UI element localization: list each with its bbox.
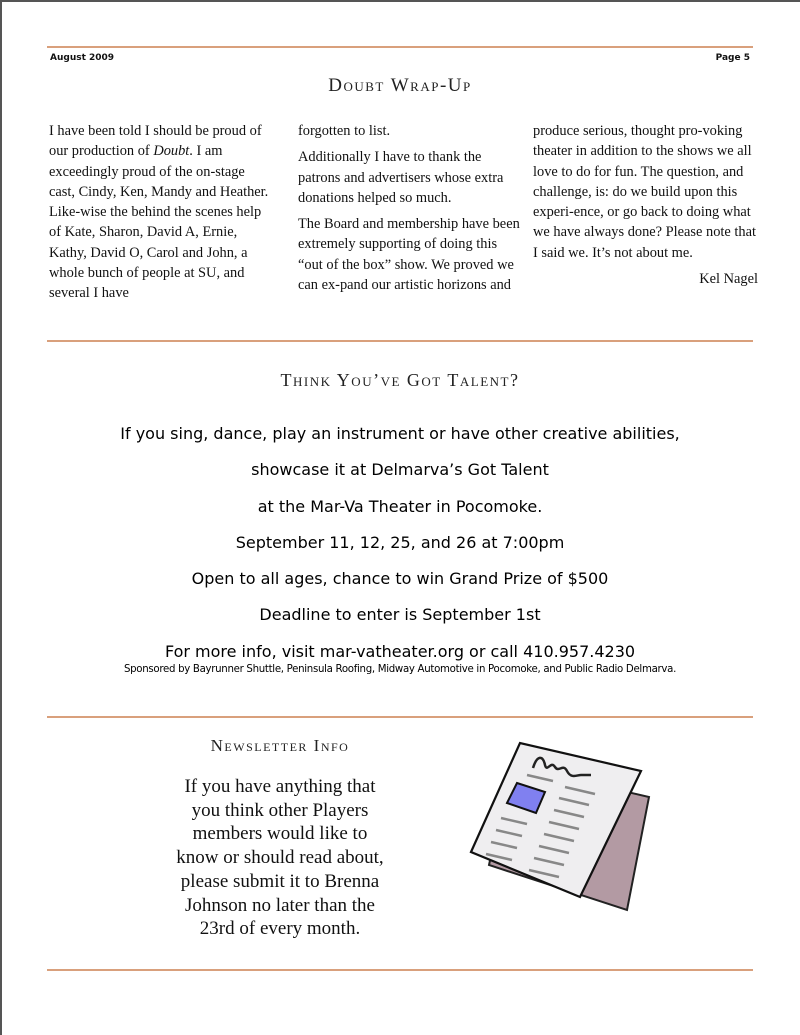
header-rule [47,46,753,48]
talent-line: Deadline to enter is September 1st [259,605,541,625]
talent-announcement [0,416,800,670]
newsletter-line: members would like to [192,823,368,845]
article-column-2 [298,121,523,301]
newsletter-info-text [150,775,410,941]
page-number: Page 5 [715,53,750,63]
newspaper-icon [465,735,655,925]
section-divider [47,340,753,342]
article-column-3 [533,121,758,289]
article-paragraph [49,121,274,304]
show-title-italic: Doubt [153,143,190,160]
page-border-top [0,0,800,2]
newsletter-line: If you have anything that [184,776,376,797]
newsletter-line: 23rd of every month. [199,918,361,940]
newsletter-line: Johnson no later than the [185,894,375,916]
newsletter-line: know or should read about, [176,847,384,869]
talent-line: Open to all ages, chance to win Grand Prize of $500 [191,569,609,589]
footer-rule [47,969,753,971]
author-signature: Kel Nagel [699,271,758,288]
talent-line: at the Mar-Va Theater in Pocomoke. [257,496,543,516]
article-paragraph: forgotten to list. [298,123,391,139]
section-divider [47,716,753,718]
talent-line: If you sing, dance, play an instrument or have other creative abilities, [120,424,680,443]
issue-date: August 2009 [50,53,115,63]
article-column-1 [49,121,274,310]
newsletter-line: you think other Players [191,799,369,821]
talent-line: showcase it at Delmarva’s Got Talent [251,460,549,480]
talent-title: Think You’ve Got Talent? [280,370,520,390]
article-paragraph: The Board and membership have been extremely supporting of doing this “out of the box” show. We proved we can ex-pand our artistic horizons and [298,216,520,294]
talent-line: For more info, visit mar-vatheater.org or call 410.957.4230 [164,641,636,661]
article-paragraph: produce serious, thought pro-voking theater in addition to the shows we all love to do for fun. The question, and challenge, is: do we build upon this experi-ence, or go back to doing what we have always done? Please note that I said we. It’s not about me. [533,123,756,261]
newsletter-line: please submit it to Brenna [180,870,380,892]
text-span: I have been told I should be proud of our production of [49,123,262,160]
text-span: . I am exceedingly proud of the on-stage cast, Cindy, Ken, Mandy and Heather. Like-wise the behind the scenes help of Kate, Sharon, David A, Ernie, Kathy, David O, Carol and John, a whole bunch of people at SU, and several I have [49,143,269,302]
newsletter-title: Newsletter Info [210,736,350,755]
doubt-wrap-up-title: Doubt Wrap-Up [328,75,472,96]
sponsor-line: Sponsored by Bayrunner Shuttle, Peninsula Roofing, Midway Automotive in Pocomoke, and Public Radio Delmarva. [123,664,677,675]
article-paragraph: Additionally I have to thank the patrons and advertisers whose extra donations helped so much. [298,149,504,206]
talent-line: September 11, 12, 25, and 26 at 7:00pm [235,532,565,552]
